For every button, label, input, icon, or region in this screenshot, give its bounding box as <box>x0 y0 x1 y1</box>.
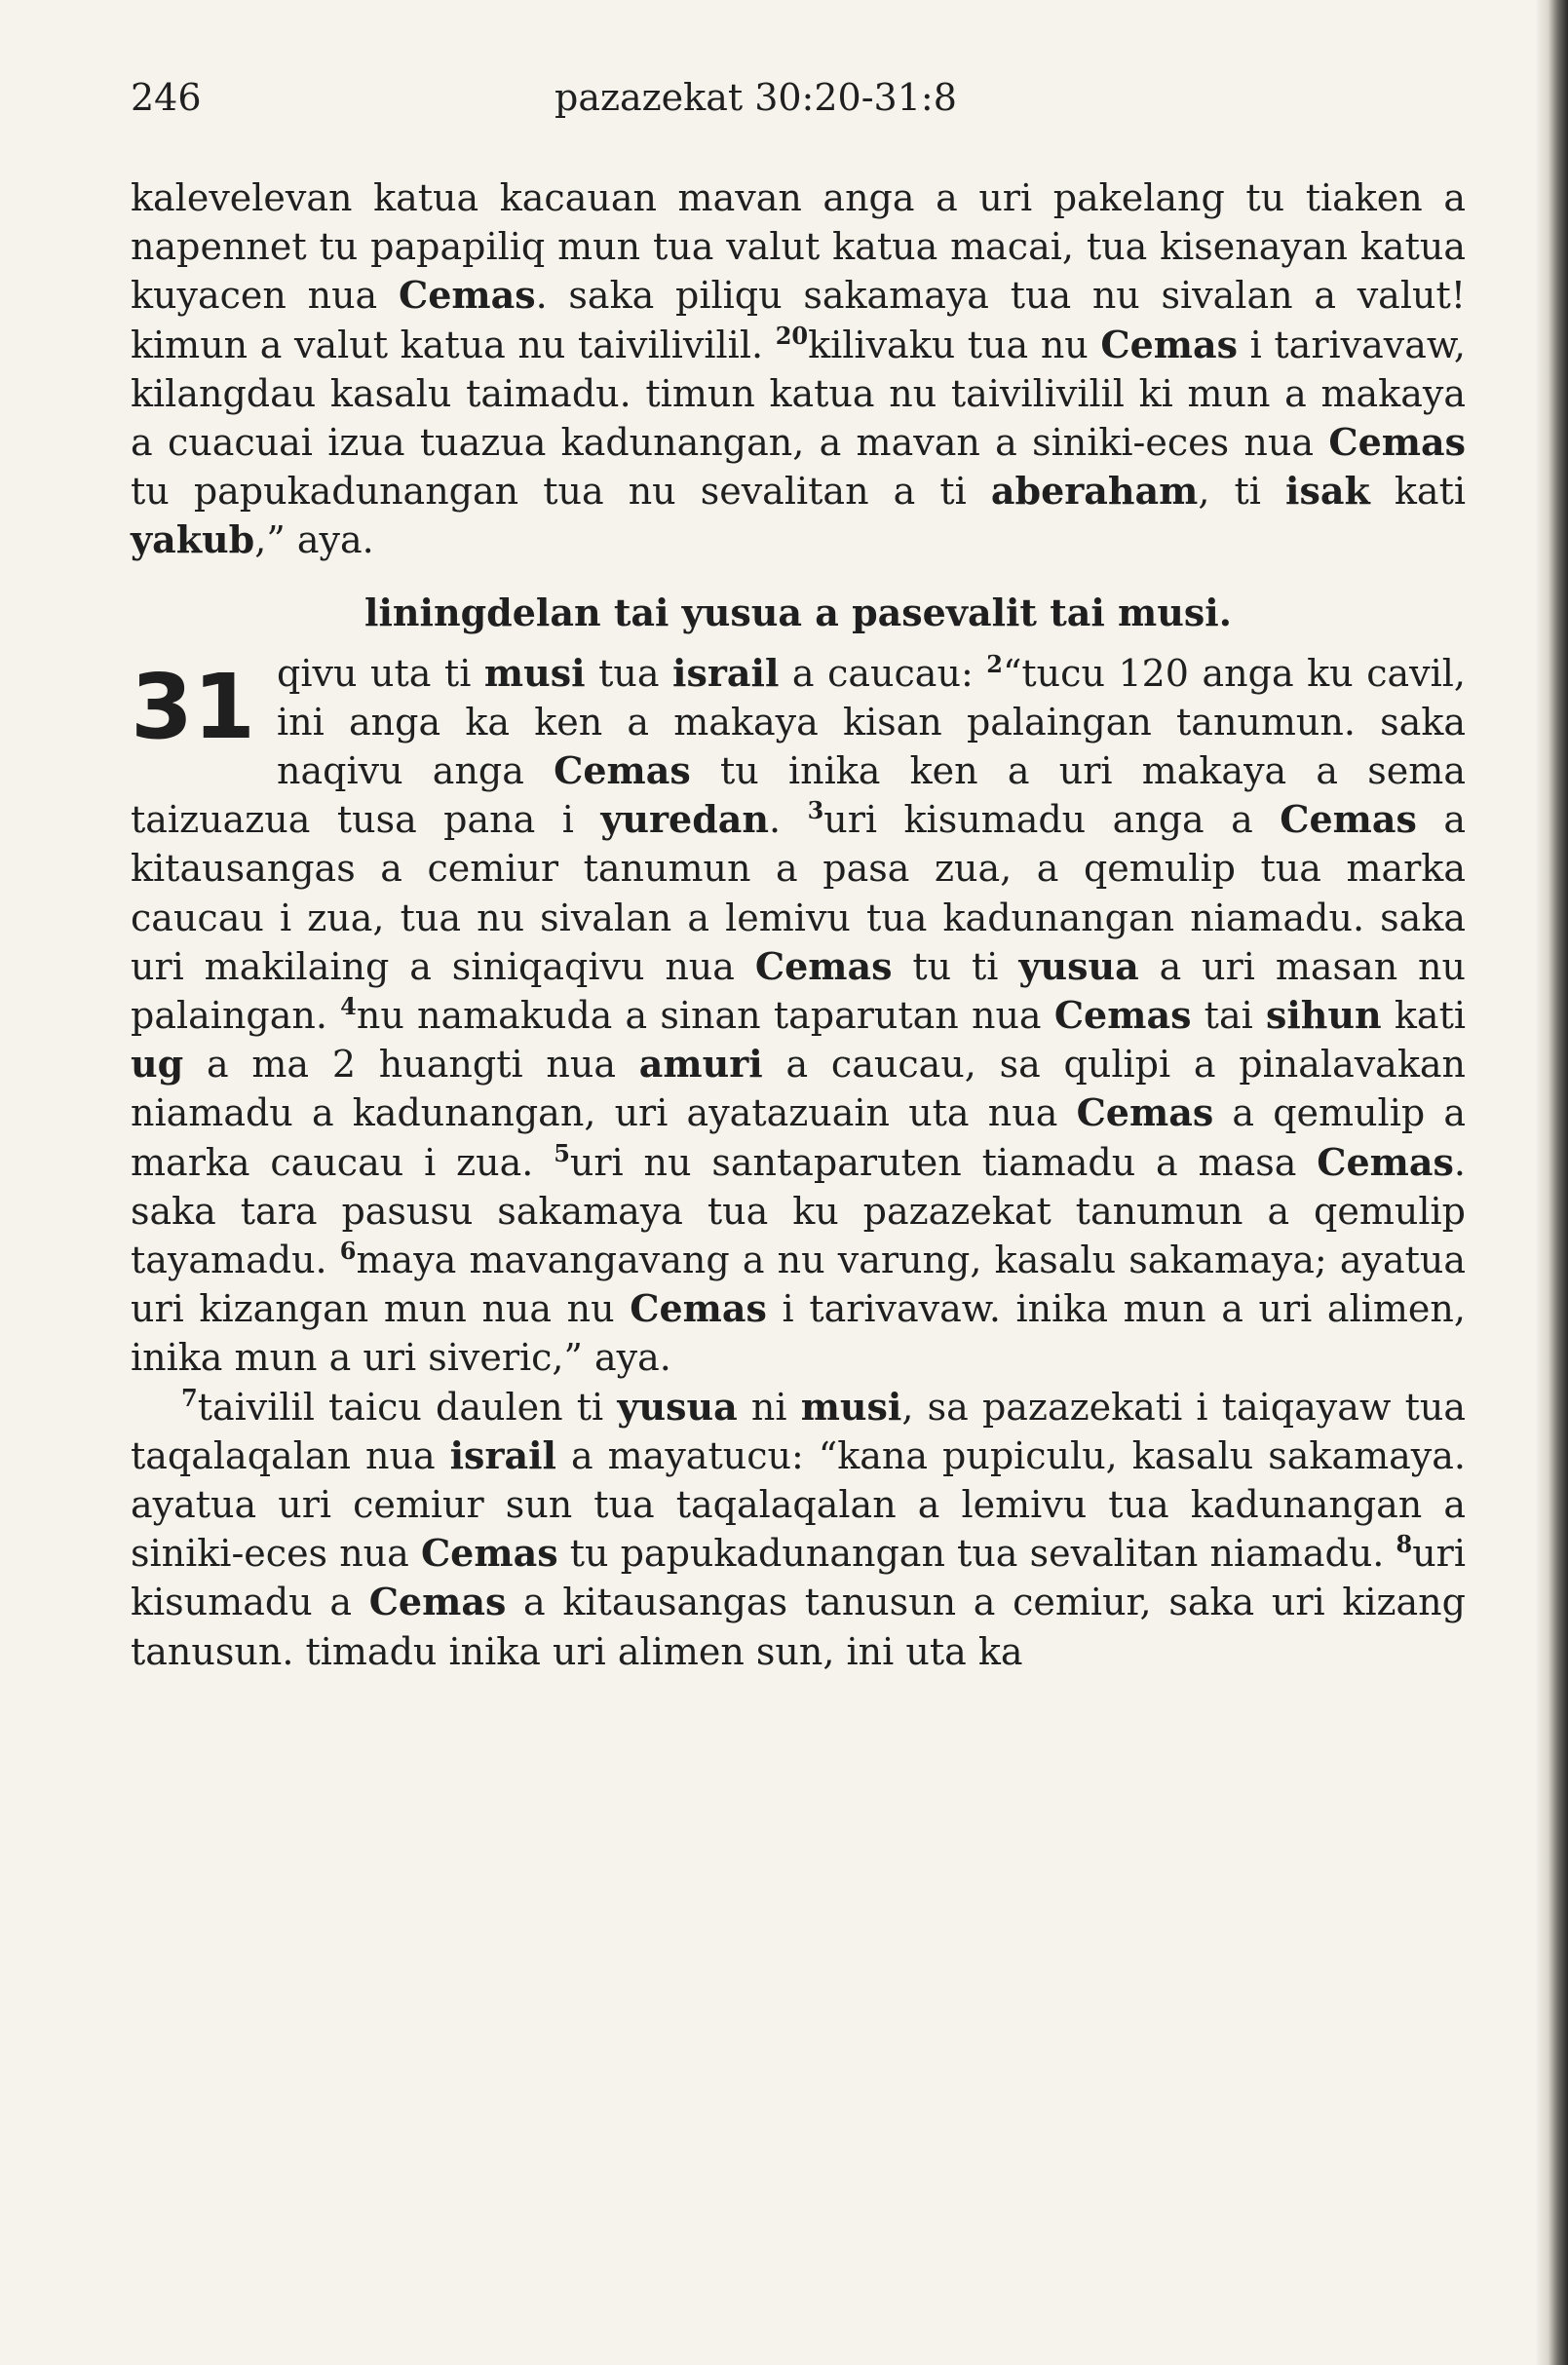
bold-term: musi <box>800 1384 902 1429</box>
text-run: tai <box>1191 994 1266 1038</box>
text-run: qivu uta ti <box>277 651 484 695</box>
running-head: pazazekat 30:20-31:8 <box>555 76 957 119</box>
text-run: , ti <box>1198 470 1286 514</box>
paragraph-3 <box>131 1383 1466 1676</box>
text-run: i tarivavaw, kilangdau kasalu taimadu. timun katua nu taivilivilil ki mun a makaya a cuacuai izua tuazua kadunangan, a mavan a siniki-eces nua <box>131 323 1466 465</box>
text-run: uri nu santaparuten tiamadu a masa <box>569 1140 1318 1184</box>
bold-term: Cemas <box>1317 1139 1454 1184</box>
text-run: . saka piliqu sakamaya tua nu sivalan a valut! kimun a valut katua nu taivilivilil. <box>131 274 1466 366</box>
bold-term: Cemas <box>1100 322 1239 366</box>
bold-term: aberaham <box>990 469 1199 514</box>
text-run: a kitausangas tanusun a cemiur, saka uri kizang tanusun. timadu inika uri alimen sun, ini uta ka <box>131 1581 1466 1673</box>
bold-term: Cemas <box>1053 993 1192 1038</box>
bold-term: Cemas <box>420 1531 558 1576</box>
text-run: , sa pazazekati i taiqayaw tua taqalaqalan nua <box>131 1385 1466 1477</box>
verse-number: 6 <box>339 1237 357 1266</box>
bold-term: israil <box>672 650 780 695</box>
bold-term: yuredan <box>600 797 770 842</box>
text-run: tu papukadunangan tua sevalitan niamadu. <box>557 1532 1396 1576</box>
text-run: . <box>769 798 808 842</box>
bold-term: sihun <box>1265 993 1382 1038</box>
text-run: kalevelevan katua kacauan mavan anga a uri pakelang tu tiaken a napennet tu papapiliq mun tua valut katua macai, tua kisenayan katua kuyacen nua <box>131 176 1466 318</box>
verse-number: 4 <box>340 992 357 1021</box>
verse-number: 3 <box>807 796 824 825</box>
text-run: a mayatucu: “kana pupiculu, kasalu sakamaya. ayatua uri cemiur sun tua taqalaqalan a lemivu tua kadunangan a siniki-eces nua <box>131 1433 1466 1576</box>
bold-term: israil <box>449 1432 556 1477</box>
bold-term: yusua <box>617 1384 738 1429</box>
text-run: i tarivavaw. inika mun a uri alimen, inika mun a uri siveric,” aya. <box>131 1287 1466 1380</box>
bold-term: musi <box>483 650 586 695</box>
text-run: . saka tara pasusu sakamaya tua ku pazazekat tanumun a qemulip tayamadu. <box>131 1140 1467 1282</box>
text-run: a caucau, sa qulipi a pinalavakan niamadu a kadunangan, uri ayatazuain uta nua <box>131 1043 1466 1135</box>
text-run: a ma 2 huangti nua <box>183 1043 639 1087</box>
text-run: a kitausangas a cemiur tanumun a pasa zua, a qemulip tua marka caucau i zua, tua nu sivalan a lemivu tua kadunangan niamadu. saka uri makilaing a siniqaqivu nua <box>131 798 1467 988</box>
bold-term: Cemas <box>554 748 691 793</box>
text-run: kati <box>1369 470 1466 514</box>
page-number: 246 <box>131 76 202 119</box>
chapter-number: 31 <box>131 654 256 759</box>
text-run: uri kisumadu anga a <box>823 798 1281 842</box>
text-run: tu papukadunangan tua nu sevalitan a ti <box>131 470 991 514</box>
text-run: tu ti <box>892 944 1019 988</box>
text-run: nu namakuda a sinan taparutan nua <box>356 994 1054 1038</box>
text-run: “tucu 120 anga ku cavil, ini anga ka ken a makaya kisan palaingan tanumun. saka naqivu anga <box>277 651 1466 793</box>
verse-number: 7 <box>181 1383 198 1412</box>
bold-term: yakub <box>131 517 255 562</box>
bold-term: ug <box>131 1042 184 1087</box>
text-run: maya mavangavang a nu varung, kasalu sakamaya; ayatua uri kizangan mun nua nu <box>131 1239 1467 1331</box>
bold-term: Cemas <box>1280 797 1417 842</box>
bold-term: Cemas <box>1328 420 1466 465</box>
paragraph-2 <box>131 649 1466 1383</box>
verse-number: 2 <box>986 649 1003 678</box>
text-run: a qemulip a marka caucau i zua. <box>131 1091 1467 1184</box>
text-run: tua <box>585 651 673 695</box>
text-run: kati <box>1381 994 1466 1038</box>
paragraph-1 <box>131 173 1466 565</box>
bold-term: isak <box>1285 469 1370 514</box>
bold-term: Cemas <box>754 943 893 988</box>
bold-term: Cemas <box>398 273 536 318</box>
bold-term: Cemas <box>630 1286 767 1331</box>
verse-number: 20 <box>775 321 809 350</box>
bold-term: amuri <box>638 1042 763 1087</box>
verse-number: 5 <box>554 1138 570 1167</box>
page-header <box>131 66 1466 134</box>
text-run: a caucau: <box>779 651 987 695</box>
bold-term: Cemas <box>368 1580 507 1624</box>
page-edge-shadow <box>1535 0 1568 2365</box>
body-text <box>131 173 1466 1676</box>
bold-term: Cemas <box>1076 1090 1214 1135</box>
bold-term: yusua <box>1018 943 1139 988</box>
text-run: ni <box>737 1385 801 1429</box>
verse-number: 8 <box>1396 1530 1413 1559</box>
text-run: a uri masan nu palaingan. <box>131 944 1467 1038</box>
text-run: ,” aya. <box>254 518 374 562</box>
text-run: uri kisumadu a <box>131 1532 1466 1624</box>
text-run: kilivaku tua nu <box>808 323 1101 366</box>
text-run: tu inika ken a uri makaya a sema taizuazua tusa pana i <box>131 749 1466 842</box>
section-heading: liningdelan tai yusua a pasevalit tai musi. <box>364 590 1232 634</box>
text-run: taivilil taicu daulen ti <box>197 1385 618 1429</box>
